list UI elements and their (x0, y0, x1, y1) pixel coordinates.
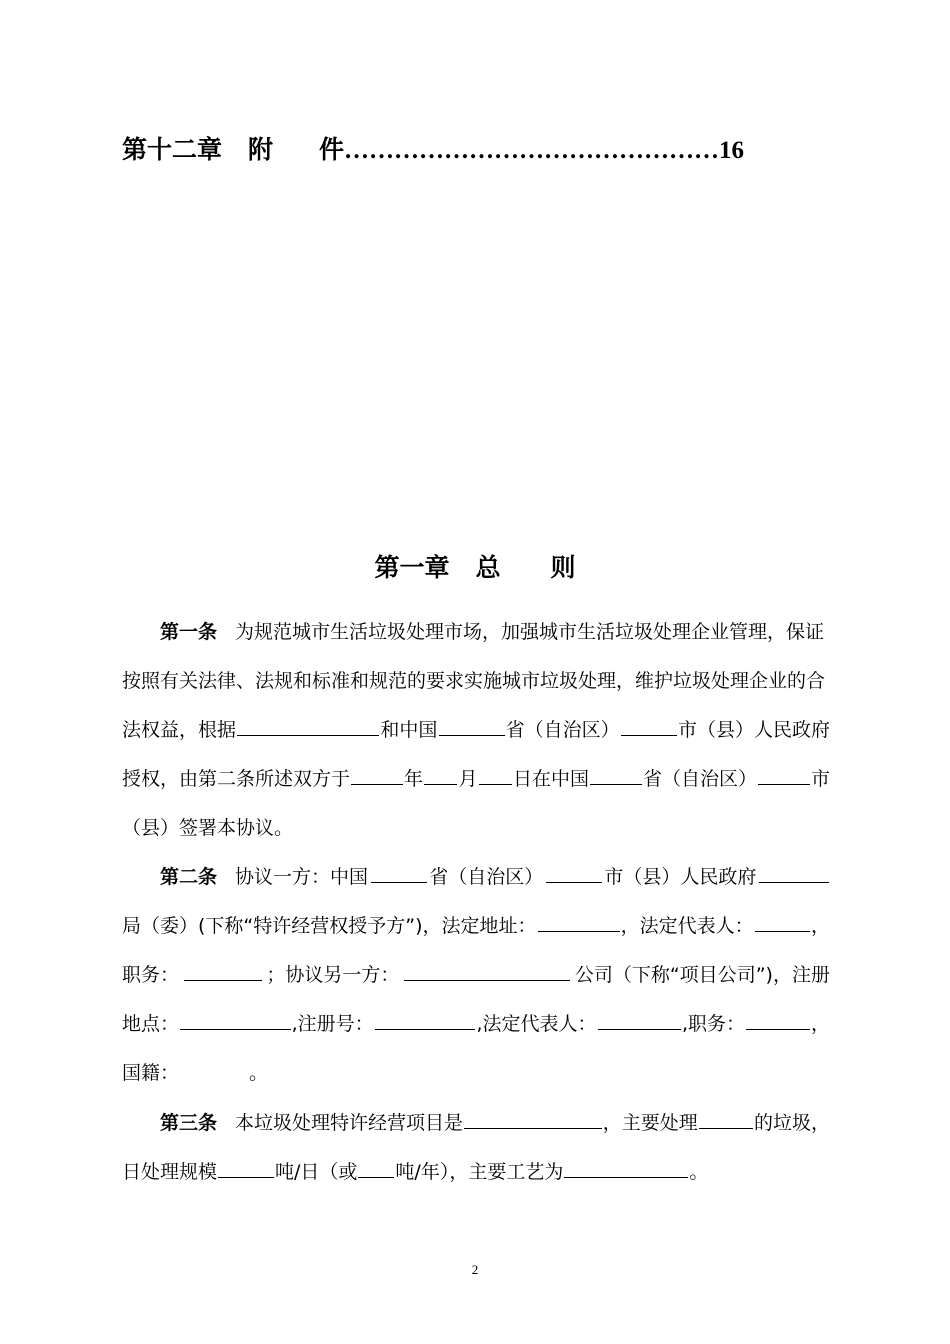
text-fragment: 月 (458, 768, 478, 790)
article-1-line-2: 按照有关法律、法规和标准和规范的要求实施城市垃圾处理，维护垃圾处理企业的合 (122, 670, 826, 692)
text-fragment: 法权益，根据 (122, 719, 237, 741)
blank-sign-city[interactable] (758, 764, 810, 785)
text-fragment: 局（委）(下称“特许经营权授予方”)，法定地址： (122, 915, 537, 937)
article-1-line-5: （县）签署本协议。 (122, 817, 294, 839)
text-fragment: 市（县）人民政府 (604, 866, 757, 888)
blank-grantor-province[interactable] (371, 862, 427, 883)
article-3-line-1 (122, 1108, 830, 1138)
text-fragment: ；协议另一方： (266, 964, 400, 986)
blank-registration-number[interactable] (375, 1009, 476, 1030)
blank-day[interactable] (479, 764, 512, 785)
text-fragment: 协议一方：中国 (235, 866, 369, 888)
toc-title-part-2: 件 (319, 135, 345, 164)
text-fragment: 年 (404, 768, 424, 790)
text-fragment: ， (810, 915, 830, 937)
text-fragment: 授权，由第二条所述双方于 (122, 768, 351, 790)
article-3-line-2 (122, 1157, 830, 1187)
blank-city[interactable] (621, 715, 677, 736)
article-1-line-3 (122, 715, 830, 745)
text-fragment: ,职务： (681, 1013, 745, 1035)
article-1-line-1 (122, 617, 830, 647)
blank-year[interactable] (351, 764, 403, 785)
blank-grantor-position[interactable] (184, 960, 262, 981)
blank-daily-capacity[interactable] (218, 1157, 274, 1178)
toc-leader-dots: ……………………………………… (344, 137, 720, 164)
text-fragment: ，主要处理 (602, 1112, 698, 1134)
text-fragment: 省（自治区） (642, 768, 757, 790)
toc-title-part-1: 附 (248, 135, 274, 164)
blank-main-process[interactable] (564, 1157, 688, 1178)
chapter-heading (0, 548, 950, 584)
blank-registered-place[interactable] (180, 1009, 291, 1030)
text-fragment: 日在中国 (512, 768, 589, 790)
text-fragment: 。 (249, 1062, 269, 1084)
article-2-line-4 (122, 1009, 830, 1039)
blank-grantor-representative[interactable] (755, 911, 810, 932)
blank-project-name[interactable] (464, 1108, 602, 1129)
text-fragment: 市 (811, 768, 831, 790)
text-fragment: 省（自治区） (429, 866, 544, 888)
toc-chapter-number: 第十二章 (122, 135, 223, 164)
article-1-line-4 (122, 764, 830, 794)
article-2-number: 第二条 (160, 866, 218, 888)
article-1-text: 为规范城市生活垃圾处理市场，加强城市生活垃圾处理企业管理，保证 (235, 621, 825, 643)
text-fragment: 省（自治区） (505, 719, 620, 741)
text-fragment: 公司（下称“项目公司”)，注册 (574, 964, 830, 986)
article-2-line-2 (122, 911, 830, 941)
text-fragment: 市（县）人民政府 (677, 719, 830, 741)
text-fragment: 吨/日（或 (275, 1161, 358, 1183)
blank-month[interactable] (424, 764, 457, 785)
article-1-number: 第一条 (160, 621, 218, 643)
toc-entry-chapter-12 (122, 130, 744, 166)
text-fragment: ， (810, 1013, 830, 1035)
blank-sign-province[interactable] (590, 764, 642, 785)
text-fragment: 和中国 (380, 719, 438, 741)
text-fragment: 职务： (122, 964, 180, 986)
blank-annual-capacity[interactable] (358, 1157, 394, 1178)
text-fragment: 日处理规模 (122, 1161, 218, 1183)
chapter-title-part-2: 则 (550, 553, 576, 582)
blank-grantor-city[interactable] (546, 862, 602, 883)
article-2-line-3 (122, 960, 830, 990)
text-fragment: ，法定代表人： (620, 915, 754, 937)
blank-company-name[interactable] (404, 960, 570, 981)
blank-basis[interactable] (237, 715, 379, 736)
blank-grantor-bureau[interactable] (759, 862, 829, 883)
blank-company-representative[interactable] (598, 1009, 681, 1030)
text-fragment: 吨/年），主要工艺为 (395, 1161, 564, 1183)
chapter-number: 第一章 (374, 553, 450, 582)
blank-company-position[interactable] (746, 1009, 810, 1030)
blank-waste-type[interactable] (699, 1108, 753, 1129)
chapter-title-part-1: 总 (475, 553, 501, 582)
article-3-number: 第三条 (160, 1112, 218, 1134)
text-fragment: ,注册号： (291, 1013, 374, 1035)
text-fragment: 的垃圾， (753, 1112, 830, 1134)
page-number: 2 (471, 1262, 479, 1277)
blank-province[interactable] (439, 715, 505, 736)
article-2-line-1 (122, 862, 830, 892)
text-fragment: 。 (689, 1161, 709, 1183)
text-fragment: 本垃圾处理特许经营项目是 (235, 1112, 464, 1134)
text-fragment: ,法定代表人： (476, 1013, 597, 1035)
toc-page-number: 16 (719, 137, 745, 164)
blank-grantor-address[interactable] (538, 911, 620, 932)
article-2-line-5 (122, 1058, 830, 1088)
text-fragment: 地点： (122, 1013, 180, 1035)
text-fragment: 国籍： (122, 1062, 180, 1084)
